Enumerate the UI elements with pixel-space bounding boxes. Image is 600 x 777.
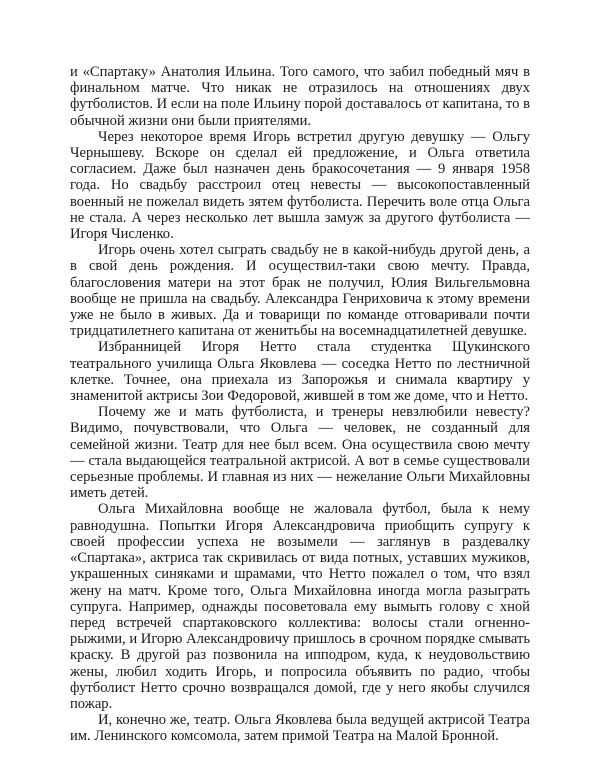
paragraph-6: Ольга Михайловна вообще не жаловала футбол, была к нему равнодушна. Попытки Игоря Александровича приобщить супругу к своей профессии успеха не возымели — заглянув в раздевалку «Спартака», актриса так скривилась от вида потных, уставших мужиков, украшенных синяками и шрамами, что Нетто пожалел о том, что взял жену на матч. Кроме того, Ольга Михайловна иногда могла разыграть супруга. Например, однажды посоветовала ему вымыть голову с хной перед встречей спартаковского коллектива: волосы стали огненно-рыжими, и Игорю Александровичу пришлось в срочном порядке смывать краску. В другой раз позвонила на ипподром, куда, к неудовольствию жены, любил ходить Игорь, и попросила объявить по радио, чтобы футболист Нетто срочно возвращался домой, где у него якобы случился пожар. (70, 501, 530, 712)
paragraph-7: И, конечно же, театр. Ольга Яковлева была ведущей актрисой Театра им. Ленинского комсомола, затем примой Театра на Малой Бронной. (70, 712, 530, 745)
paragraph-3: Игорь очень хотел сыграть свадьбу не в какой-нибудь другой день, а в свой день рождения. И осуществил-таки свою мечту. Правда, благословения матери на этот брак не получил, Юлия Вильгельмовна вообще не пришла на свадьбу. Александра Генриховича к этому времени уже не было в живых. Да и товарищи по команде отговаривали почти тридцатилетнего капитана от женитьбы на восемнадцатилетней девушке. (70, 242, 530, 340)
paragraph-2: Через некоторое время Игорь встретил другую девушку — Ольгу Чернышеву. Вскоре он сделал ей предложение, и Ольга ответила согласием. Даже был назначен день бракосочетания — 9 января 1958 года. Но свадьбу расстроил отец невесты — высокопоставленный военный не пожелал видеть зятем футболиста. Перечить воле отца Ольга не стала. А через несколько лет вышла замуж за другого футболиста — Игоря Численко. (70, 128, 530, 243)
document-page (70, 64, 530, 745)
paragraph-5: Почему же и мать футболиста, и тренеры невзлюбили невесту? Видимо, почувствовали, что Ольга — человек, не созданный для семейной жизни. Театр для нее был всем. Она осуществила свою мечту — стала выдающейся театральной актрисой. А вот в семье существовали серьезные проблемы. И главная из них — нежелание Ольги Михайловны иметь детей. (70, 404, 530, 502)
paragraph-4: Избранницей Игоря Нетто стала студентка Щукинского театрального училища Ольга Яковлева — соседка Нетто по лестничной клетке. Точнее, она приехала из Запорожья и снимала квартиру у знаменитой актрисы Зои Федоровой, жившей в том же доме, что и Нетто. (70, 339, 530, 405)
paragraph-1: и «Спартаку» Анатолия Ильина. Того самого, что забил победный мяч в финальном матче. Что никак не отразилось на отношениях двух футболистов. И если на поле Ильину порой доставалось от капитана, то в обычной жизни они были приятелями. (70, 64, 530, 129)
